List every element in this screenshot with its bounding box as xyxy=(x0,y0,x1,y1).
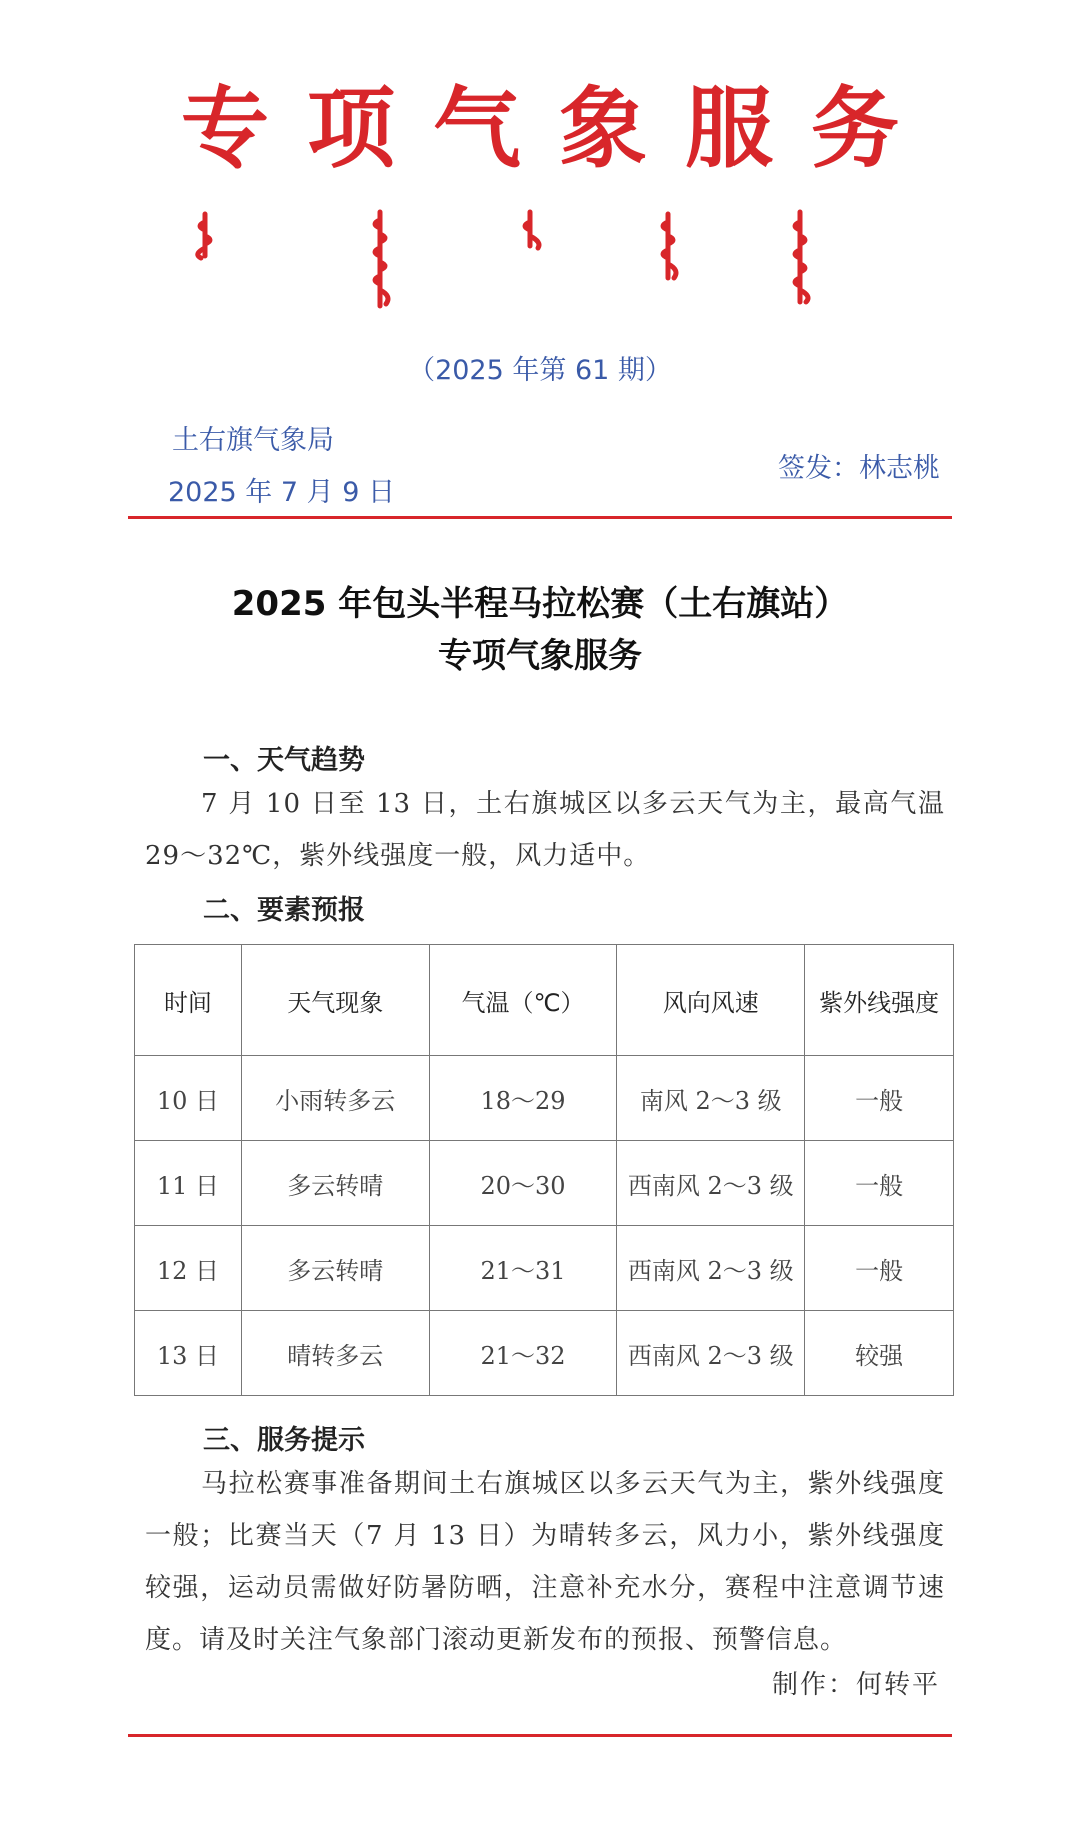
issuer-signature: 签发：林志桃 xyxy=(778,453,940,484)
cell-weather: 小雨转多云 xyxy=(241,1056,429,1141)
header-weather: 天气现象 xyxy=(241,945,429,1056)
issue-date: 2025 年 7 月 9 日 xyxy=(168,477,395,508)
section-text-trend: 7 月 10 日至 13 日，土右旗城区以多云天气为主，最高气温 29～32℃，紫外线强度一般，风力适中。 xyxy=(145,789,945,871)
document-title xyxy=(0,578,1080,682)
table-header-row xyxy=(135,945,954,1056)
mongolian-script-title xyxy=(180,208,900,318)
cell-weather: 多云转晴 xyxy=(241,1141,429,1226)
cell-temperature: 21～32 xyxy=(429,1311,617,1396)
section-heading-tips: 三、服务提示 xyxy=(203,1425,365,1456)
cell-temperature: 18～29 xyxy=(429,1056,617,1141)
author-credit: 制作：何转平 xyxy=(771,1670,940,1700)
cell-weather: 晴转多云 xyxy=(241,1311,429,1396)
section-heading-forecast: 二、要素预报 xyxy=(203,895,365,926)
header-divider xyxy=(128,516,952,519)
cell-uv: 一般 xyxy=(805,1226,954,1311)
cell-wind: 西南风 2～3 级 xyxy=(617,1311,805,1396)
issuing-bureau: 土右旗气象局 xyxy=(172,425,334,456)
masthead-title: 专项气象服务 xyxy=(180,76,937,180)
issue-number: （2025 年第 61 期） xyxy=(408,355,672,386)
table-row xyxy=(135,1056,954,1141)
cell-time: 13 日 xyxy=(135,1311,242,1396)
cell-wind: 西南风 2～3 级 xyxy=(617,1141,805,1226)
header-time: 时间 xyxy=(135,945,242,1056)
header-temperature: 气温（℃） xyxy=(429,945,617,1056)
table-row xyxy=(135,1226,954,1311)
section-text-tips: 马拉松赛事准备期间土右旗城区以多云天气为主，紫外线强度一般；比赛当天（7 月 13 日）为晴转多云，风力小，紫外线强度较强，运动员需做好防暑防晒，注意补充水分，赛程中注意调节速度。请及时关注气象部门滚动更新发布的预报、预警信息。 xyxy=(145,1469,945,1655)
footer-divider xyxy=(128,1734,952,1737)
table-row xyxy=(135,1141,954,1226)
cell-uv: 一般 xyxy=(805,1141,954,1226)
cell-time: 11 日 xyxy=(135,1141,242,1226)
mongolian-script-graphic xyxy=(180,208,900,318)
header-uv: 紫外线强度 xyxy=(805,945,954,1056)
section-heading-trend: 一、天气趋势 xyxy=(203,745,365,776)
cell-temperature: 21～31 xyxy=(429,1226,617,1311)
forecast-table xyxy=(134,944,954,1396)
header-wind: 风向风速 xyxy=(617,945,805,1056)
cell-wind: 南风 2～3 级 xyxy=(617,1056,805,1141)
cell-weather: 多云转晴 xyxy=(241,1226,429,1311)
cell-uv: 一般 xyxy=(805,1056,954,1141)
cell-time: 10 日 xyxy=(135,1056,242,1141)
cell-uv: 较强 xyxy=(805,1311,954,1396)
cell-wind: 西南风 2～3 级 xyxy=(617,1226,805,1311)
document-title-line1: 2025 年包头半程马拉松赛（土右旗站） xyxy=(231,584,849,624)
table-row xyxy=(135,1311,954,1396)
cell-time: 12 日 xyxy=(135,1226,242,1311)
document-title-line2: 专项气象服务 xyxy=(438,636,642,676)
cell-temperature: 20～30 xyxy=(429,1141,617,1226)
